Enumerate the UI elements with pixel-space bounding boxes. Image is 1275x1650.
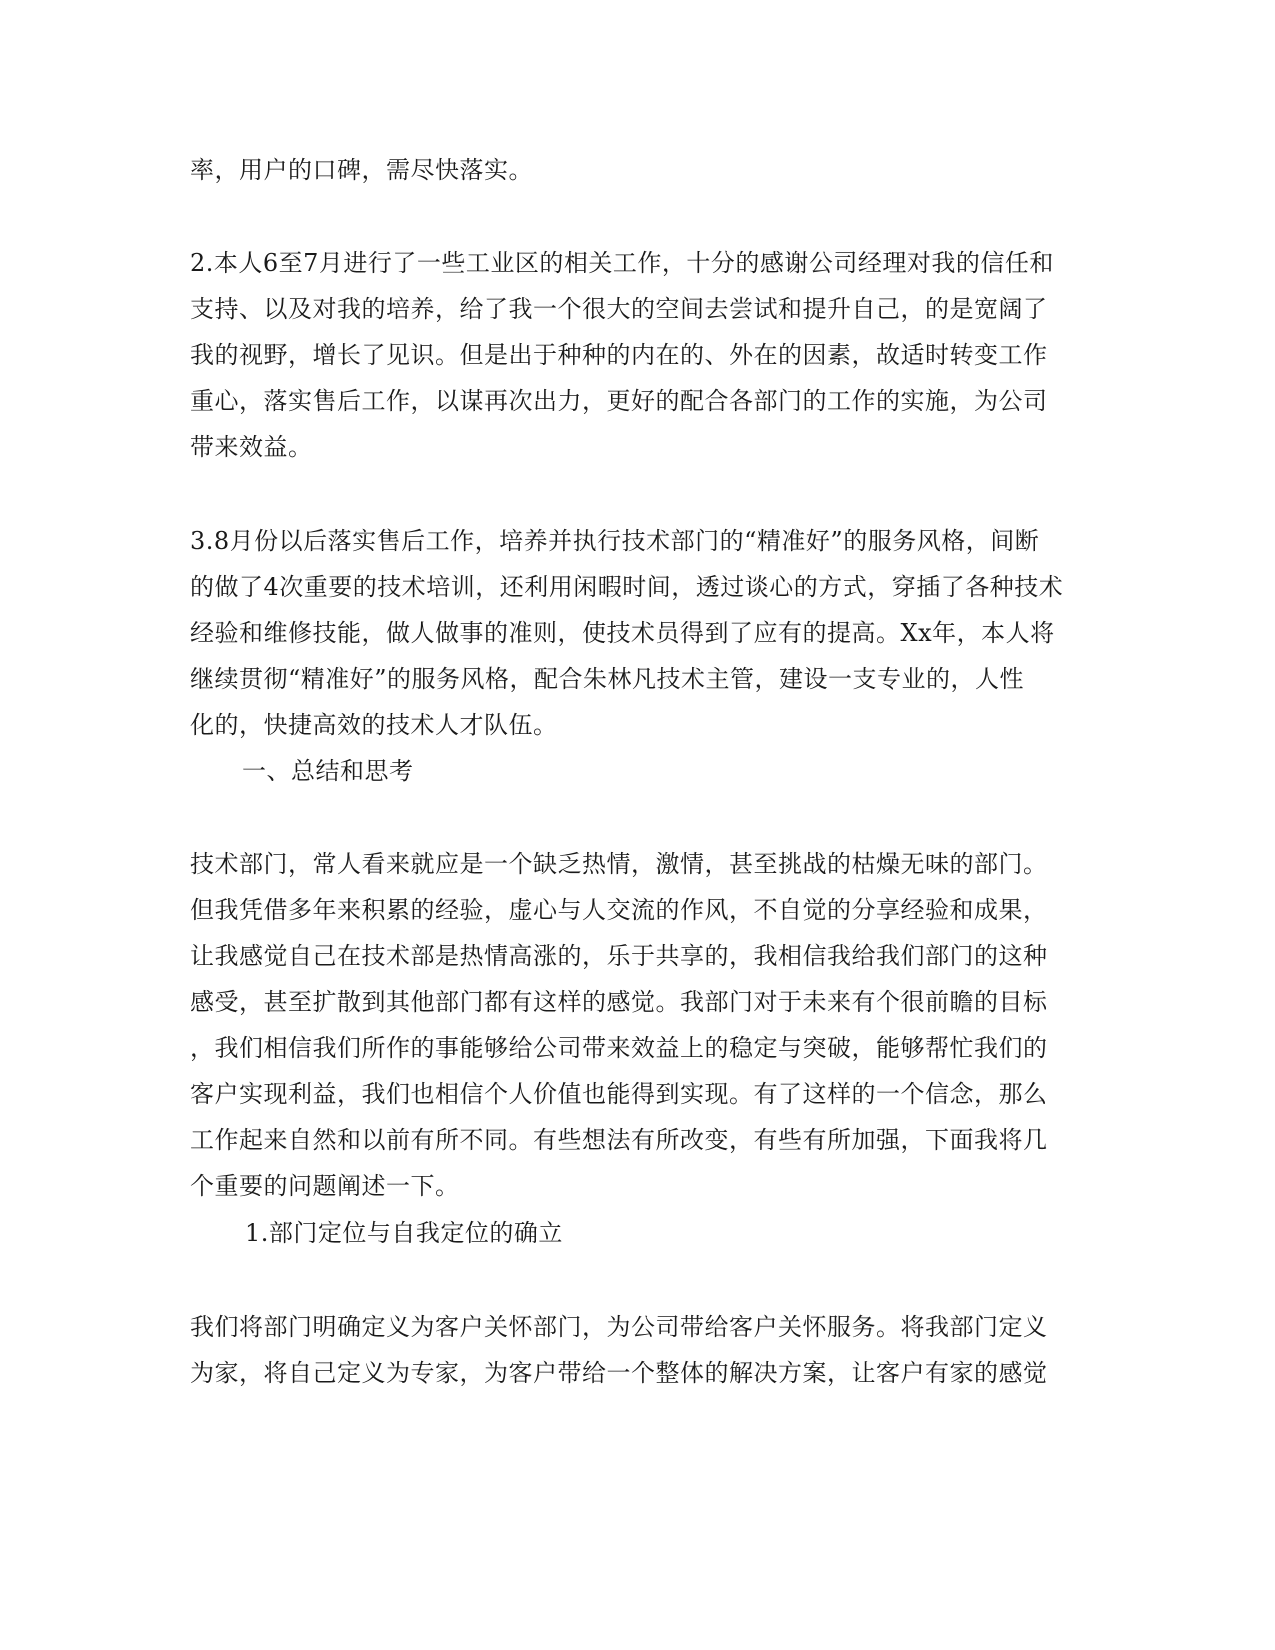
text-line: 支持、以及对我的培养，给了我一个很大的空间去尝试和提升自己，的是宽阔了: [190, 295, 1048, 323]
text-line: 工作起来自然和以前有所不同。有些想法有所改变，有些有所加强，下面我将几: [190, 1126, 1048, 1154]
text-line: 感受，甚至扩散到其他部门都有这样的感觉。我部门对于未来有个很前瞻的目标: [190, 988, 1048, 1016]
text-line: 的做了4次重要的技术培训，还利用闲暇时间，透过谈心的方式，穿插了各种技术: [190, 573, 1064, 601]
text-line: 为家，将自己定义为专家，为客户带给一个整体的解决方案，让客户有家的感觉: [190, 1359, 1048, 1387]
text-line: 客户实现利益，我们也相信个人价值也能得到实现。有了这样的一个信念，那么: [190, 1080, 1048, 1108]
text-line: 经验和维修技能，做人做事的准则，使技术员得到了应有的提高。Xx年，本人将: [190, 619, 1055, 647]
text-line: ，我们相信我们所作的事能够给公司带来效益上的稳定与突破，能够帮忙我们的: [190, 1034, 1048, 1062]
text-line: 但我凭借多年来积累的经验，虚心与人交流的作风，不自觉的分享经验和成果，: [190, 896, 1048, 924]
text-line: 让我感觉自己在技术部是热情高涨的，乐于共享的，我相信我给我们部门的这种: [190, 942, 1048, 970]
text-line: 3.8月份以后落实售后工作，培养并执行技术部门的“精准好”的服务风格，间断: [190, 527, 1040, 555]
text-line: 2.本人6至7月进行了一些工业区的相关工作，十分的感谢公司经理对我的信任和: [190, 249, 1054, 277]
text-line: 率，用户的口碑，需尽快落实。: [190, 156, 533, 184]
text-line: 继续贯彻“精准好”的服务风格，配合朱林凡技术主管，建设一支专业的，人性: [190, 665, 1025, 693]
text-line: 个重要的问题阐述一下。: [190, 1172, 460, 1200]
text-line: 化的，快捷高效的技术人才队伍。: [190, 711, 558, 739]
text-line: 重心，落实售后工作，以谋再次出力，更好的配合各部门的工作的实施，为公司: [190, 387, 1048, 415]
subsection-heading: 1.部门定位与自我定位的确立: [245, 1219, 563, 1247]
text-line: 技术部门，常人看来就应是一个缺乏热情，激情，甚至挑战的枯燥无味的部门。: [190, 850, 1048, 878]
text-line: 带来效益。: [190, 433, 313, 461]
section-heading: 一、总结和思考: [242, 757, 414, 785]
text-line: 我的视野，增长了见识。但是出于种种的内在的、外在的因素，故适时转变工作: [190, 341, 1048, 369]
text-line: 我们将部门明确定义为客户关怀部门，为公司带给客户关怀服务。将我部门定义: [190, 1313, 1048, 1341]
